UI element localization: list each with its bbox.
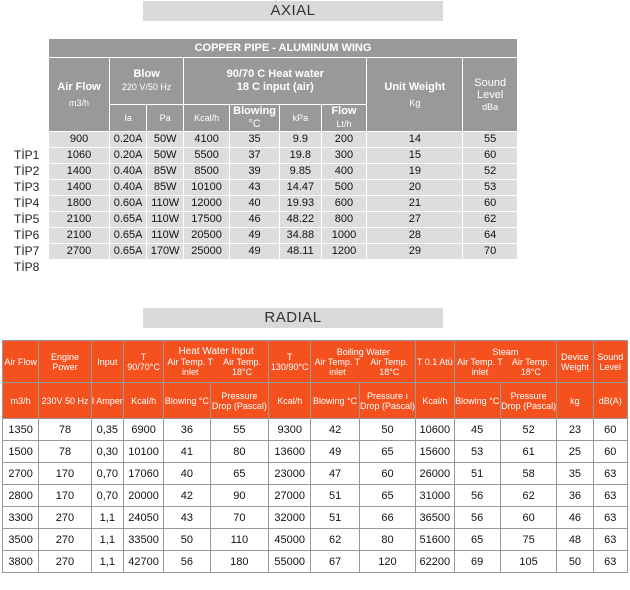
axial-type-labels [14,147,50,275]
table-cell: 43 [164,507,210,529]
table-cell: 400 [321,164,367,180]
header-pa: Pa [147,105,184,132]
table-cell: 46 [557,507,593,529]
table-cell: 62 [311,529,359,551]
table-cell: 0.65A [110,244,147,260]
table-cell: 8500 [184,164,230,180]
r-unit-blowing: Blowing °C [311,383,359,419]
table-row [49,228,518,244]
table-cell: 10100 [184,180,230,196]
table-cell: 2700 [49,244,110,260]
table-cell: 20500 [184,228,230,244]
table-cell: 63 [593,507,627,529]
table-cell: 36 [557,485,593,507]
r-header-input: Input [91,341,123,383]
table-cell: 46 [229,212,279,228]
table-cell: 56 [454,485,500,507]
header-kcal: Kcal/h [184,105,230,132]
header-blowing: Blowing °C [229,105,279,132]
r-header-air-flow: Air Flow [3,341,39,383]
radial-section-title: RADIAL [143,308,443,328]
table-cell: 1400 [49,180,110,196]
table-cell: 40 [164,463,210,485]
table-cell: 2100 [49,228,110,244]
table-cell: 6900 [123,419,163,441]
table-cell: 14.47 [280,180,321,196]
table-cell: 19 [367,164,463,180]
table-cell: 1200 [321,244,367,260]
type-label: TİP3 [14,180,40,194]
table-cell: 62200 [416,551,454,573]
header-heat-water: 90/70 C Heat water 18 C input (air) [184,58,367,105]
axial-section-title: AXIAL [143,1,443,21]
table-cell: 0.20A [110,132,147,148]
table-cell: 50W [147,148,184,164]
table-cell: 45000 [269,529,311,551]
table-cell: 1060 [49,148,110,164]
table-cell: 0.65A [110,212,147,228]
table-cell: 69 [454,551,500,573]
table-cell: 20000 [123,485,163,507]
table-cell: 1000 [321,228,367,244]
table-cell: 56 [454,507,500,529]
table-cell: 51600 [416,529,454,551]
table-cell: 170 [39,463,91,485]
table-cell: 0.60A [110,196,147,212]
table-cell: 14 [367,132,463,148]
table-cell: 15600 [416,441,454,463]
r-header-sound-level: Sound Level [593,341,627,383]
table-cell: 25000 [184,244,230,260]
radial-table [2,340,628,573]
table-cell: 110W [147,212,184,228]
table-cell: 78 [39,441,91,463]
table-row [3,419,628,441]
header-sound-level: Sound Level dBa [463,58,518,132]
table-cell: 49 [229,244,279,260]
table-cell: 200 [321,132,367,148]
axial-table-title: COPPER PIPE - ALUMINUM WING [49,39,518,58]
table-cell: 60 [359,463,415,485]
table-cell: 3300 [3,507,39,529]
table-cell: 0,30 [91,441,123,463]
type-label: TİP6 [14,228,40,242]
table-cell: 2700 [3,463,39,485]
table-cell: 17060 [123,463,163,485]
table-cell: 36 [164,419,210,441]
table-cell: 4100 [184,132,230,148]
table-cell: 85W [147,164,184,180]
table-cell: 34.88 [280,228,321,244]
table-cell: 10100 [123,441,163,463]
r-unit-kg: kg [557,383,593,419]
r-unit-kcal: Kcal/h [269,383,311,419]
table-cell: 0,70 [91,485,123,507]
r-unit-engine: 230V 50 Hz [39,383,91,419]
table-cell: 40 [229,196,279,212]
table-cell: 1500 [3,441,39,463]
table-cell: 27 [367,212,463,228]
table-cell: 66 [359,507,415,529]
table-cell: 37 [229,148,279,164]
table-cell: 60 [463,148,518,164]
r-unit-kcal: Kcal/h [123,383,163,419]
table-cell: 50 [164,529,210,551]
table-cell: 0.40A [110,180,147,196]
table-cell: 13600 [269,441,311,463]
table-cell: 20 [367,180,463,196]
table-cell: 42700 [123,551,163,573]
r-header-heat-water: Heat Water Input Air Temp. T inlet Air Temp. 18°C [164,341,269,383]
table-cell: 53 [463,180,518,196]
table-cell: 65 [359,485,415,507]
table-cell: 9.9 [280,132,321,148]
table-cell: 58 [500,463,556,485]
table-cell: 42 [164,485,210,507]
table-cell: 48 [557,529,593,551]
table-cell: 110W [147,196,184,212]
table-cell: 28 [367,228,463,244]
table-row [3,485,628,507]
table-cell: 67 [311,551,359,573]
r-unit-airflow: m3/h [3,383,39,419]
table-cell: 63 [593,485,627,507]
table-cell: 64 [463,228,518,244]
table-row [3,507,628,529]
table-row [49,196,518,212]
r-header-device-weight: Device Weight [557,341,593,383]
table-row [49,180,518,196]
table-cell: 60 [593,419,627,441]
table-cell: 41 [164,441,210,463]
table-cell: 43 [229,180,279,196]
table-cell: 35 [557,463,593,485]
table-cell: 65 [210,463,268,485]
type-label: TİP7 [14,244,40,258]
r-header-boil-t: T 130/90°C [269,341,311,383]
table-cell: 0.20A [110,148,147,164]
table-cell: 15 [367,148,463,164]
table-cell: 10600 [416,419,454,441]
table-cell: 1800 [49,196,110,212]
table-cell: 48.22 [280,212,321,228]
r-header-heat-t: T 90/70°C [123,341,163,383]
table-row [49,148,518,164]
table-cell: 19.93 [280,196,321,212]
table-cell: 33500 [123,529,163,551]
table-cell: 47 [311,463,359,485]
table-cell: 80 [359,529,415,551]
table-cell: 42 [311,419,359,441]
table-cell: 70 [463,244,518,260]
table-cell: 1,1 [91,529,123,551]
table-cell: 270 [39,529,91,551]
table-cell: 39 [229,164,279,180]
table-cell: 1400 [49,164,110,180]
table-cell: 1350 [3,419,39,441]
table-cell: 3800 [3,551,39,573]
table-cell: 63 [593,529,627,551]
table-cell: 0,35 [91,419,123,441]
table-cell: 5500 [184,148,230,164]
table-cell: 1,1 [91,551,123,573]
table-cell: 62 [500,485,556,507]
type-label: TİP4 [14,196,40,210]
table-cell: 51 [311,507,359,529]
header-blow: Blow 220 V/50 Hz [110,58,184,105]
table-cell: 35 [229,132,279,148]
r-header-steam-t: T 0.1 Atü [416,341,454,383]
table-cell: 70 [210,507,268,529]
table-cell: 3500 [3,529,39,551]
table-cell: 19.8 [280,148,321,164]
table-row [3,529,628,551]
table-cell: 49 [311,441,359,463]
table-cell: 24050 [123,507,163,529]
r-header-steam: Steam Air Temp. T inlet Air Temp. 18°C [454,341,557,383]
table-cell: 600 [321,196,367,212]
table-cell: 0.65A [110,228,147,244]
table-cell: 110W [147,228,184,244]
table-cell: 36500 [416,507,454,529]
header-ia: Ia [110,105,147,132]
table-cell: 48.11 [280,244,321,260]
table-cell: 50 [557,551,593,573]
table-cell: 23 [557,419,593,441]
header-unit-weight: Unit Weight Kg [367,58,463,132]
r-unit-kcal: Kcal/h [416,383,454,419]
table-cell: 17500 [184,212,230,228]
table-cell: 21 [367,196,463,212]
header-flow: Flow Lt/h [321,105,367,132]
table-cell: 63 [593,551,627,573]
table-cell: 50W [147,132,184,148]
table-cell: 55 [210,419,268,441]
table-cell: 170 [39,485,91,507]
table-row [3,551,628,573]
table-cell: 53 [454,441,500,463]
table-cell: 110 [210,529,268,551]
table-row [3,441,628,463]
table-cell: 62 [463,212,518,228]
r-unit-input: I Amper [91,383,123,419]
type-label: TİP2 [14,164,40,178]
table-cell: 75 [500,529,556,551]
table-row [49,132,518,148]
table-cell: 45 [454,419,500,441]
table-cell: 61 [500,441,556,463]
table-cell: 80 [210,441,268,463]
r-header-boiling-water: Boiling Water Air Temp. T inlet Air Temp. 18°C [311,341,416,383]
r-header-engine-power: Engine Power [39,341,91,383]
table-cell: 900 [49,132,110,148]
table-cell: 51 [311,485,359,507]
r-unit-pressure: Pressure Drop (Pascal) [210,383,268,419]
table-cell: 52 [500,419,556,441]
type-label: TİP1 [14,148,40,162]
table-cell: 12000 [184,196,230,212]
table-cell: 55 [463,132,518,148]
header-air-flow: Air Flow m3/h [49,58,110,132]
table-cell: 78 [39,419,91,441]
table-cell: 1,1 [91,507,123,529]
table-cell: 800 [321,212,367,228]
table-cell: 9.85 [280,164,321,180]
table-cell: 2800 [3,485,39,507]
table-cell: 29 [367,244,463,260]
table-cell: 85W [147,180,184,196]
table-cell: 9300 [269,419,311,441]
table-cell: 55000 [269,551,311,573]
r-unit-blowing: Blowing °C [164,383,210,419]
table-cell: 270 [39,507,91,529]
table-cell: 0,70 [91,463,123,485]
r-unit-pressure: Pressure Drop (Pascal) [500,383,556,419]
table-cell: 180 [210,551,268,573]
table-cell: 50 [359,419,415,441]
table-cell: 2100 [49,212,110,228]
table-cell: 51 [454,463,500,485]
table-cell: 65 [454,529,500,551]
table-cell: 60 [593,441,627,463]
table-cell: 56 [164,551,210,573]
table-cell: 60 [463,196,518,212]
table-cell: 27000 [269,485,311,507]
table-cell: 32000 [269,507,311,529]
table-cell: 25 [557,441,593,463]
table-cell: 300 [321,148,367,164]
table-row [49,164,518,180]
table-cell: 52 [463,164,518,180]
table-cell: 23000 [269,463,311,485]
table-row [49,244,518,260]
table-cell: 105 [500,551,556,573]
table-row [49,212,518,228]
axial-table [48,38,518,260]
header-kpa: kPa [280,105,321,132]
table-cell: 63 [593,463,627,485]
table-cell: 60 [500,507,556,529]
table-cell: 49 [229,228,279,244]
table-cell: 0.40A [110,164,147,180]
r-unit-pressure: Pressure ı Drop (Pascal) [359,383,415,419]
type-label: TİP5 [14,212,40,226]
table-cell: 90 [210,485,268,507]
table-row [3,463,628,485]
table-cell: 270 [39,551,91,573]
table-cell: 170W [147,244,184,260]
type-label: TİP8 [14,260,40,274]
table-cell: 26000 [416,463,454,485]
r-unit-blowing: Blowing °C [454,383,500,419]
table-cell: 500 [321,180,367,196]
r-unit-dba: dB(A) [593,383,627,419]
table-cell: 65 [359,441,415,463]
table-cell: 31000 [416,485,454,507]
table-cell: 120 [359,551,415,573]
